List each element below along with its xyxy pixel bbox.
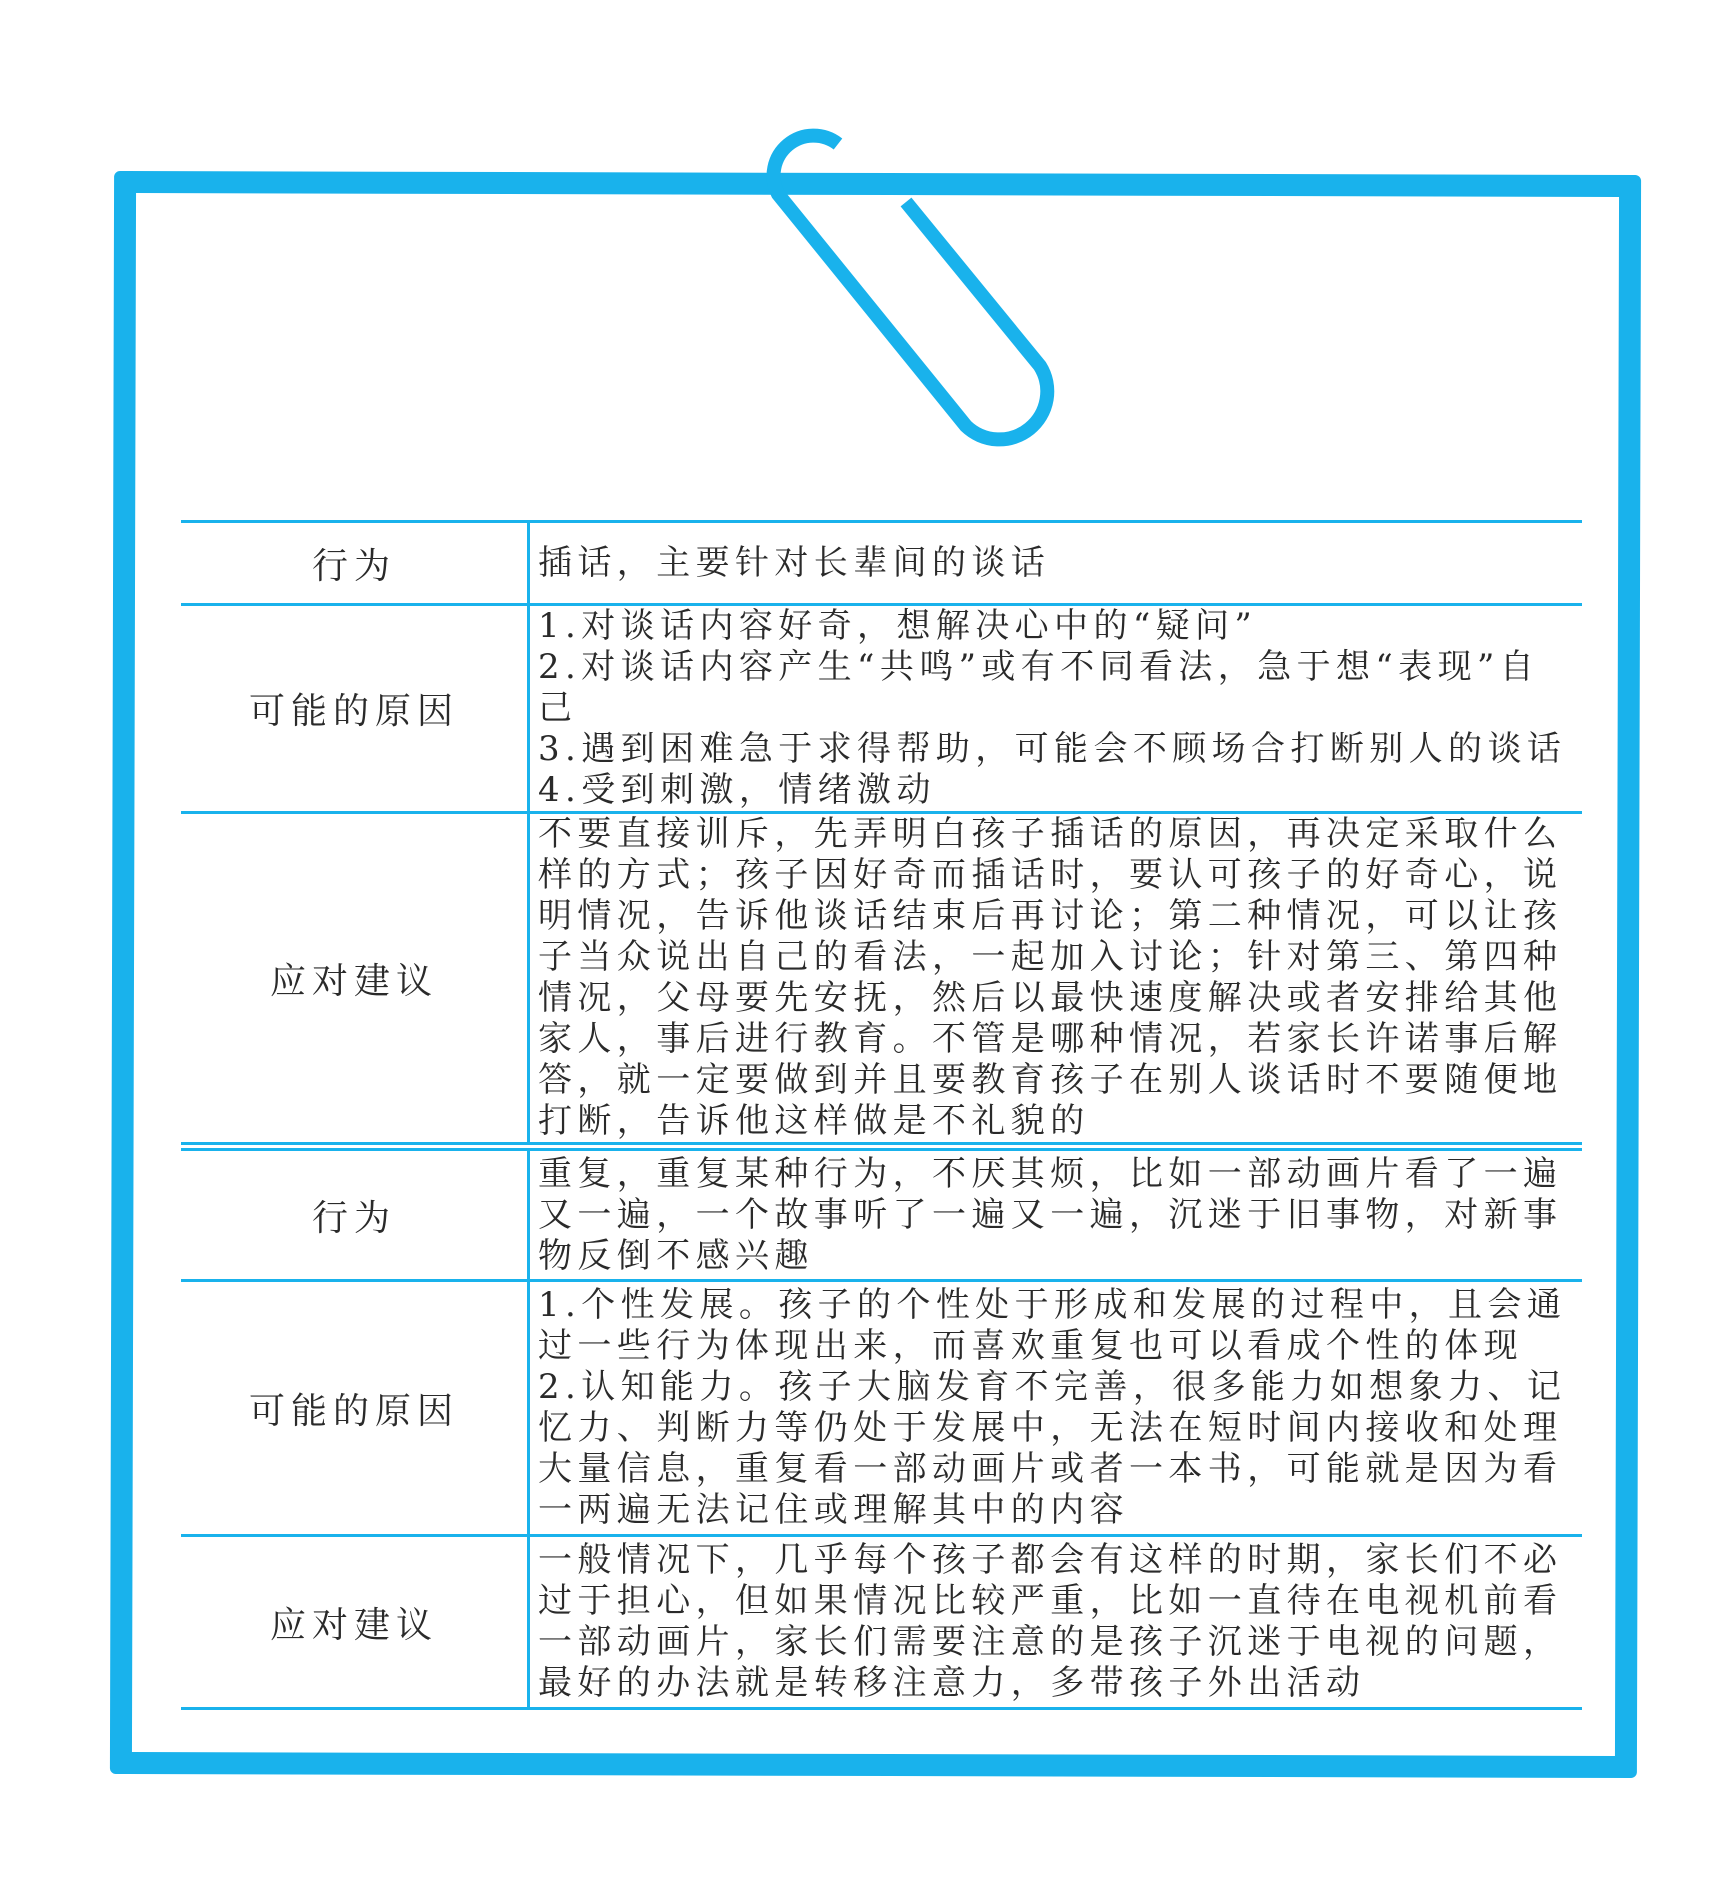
paperclip-icon [720,120,1080,520]
row-label-behavior: 行为 [181,522,529,605]
row-content-behavior: 重复，重复某种行为，不厌其烦，比如一部动画片看了一遍又一遍，一个故事听了一遍又一遍，沉迷于旧事物，对新事物反倒不感兴趣 [529,1150,1583,1281]
table-row [181,522,1582,605]
row-content-advice: 不要直接训斥，先弄明白孩子插话的原因，再决定采取什么样的方式；孩子因好奇而插话时，要认可孩子的好奇心，说明情况，告诉他谈话结束后再讨论；第二种情况，可以让孩子当众说出自己的看法，一起加入讨论；针对第三、第四种情况，父母要先安抚，然后以最快速度解决或者安排给其他家人，事后进行教育。不管是哪种情况，若家长许诺事后解答，就一定要做到并且要教育孩子在别人谈话时不要随便地打断，告诉他这样做是不礼貌的 [529,813,1583,1144]
table-row [181,1281,1582,1536]
row-label-advice: 应对建议 [181,813,529,1144]
row-label-causes: 可能的原因 [181,605,529,813]
table-interrupting [181,520,1582,1145]
row-content-behavior: 插话，主要针对长辈间的谈话 [529,522,1583,605]
row-label-advice: 应对建议 [181,1536,529,1709]
row-content-advice: 一般情况下，几乎每个孩子都会有这样的时期，家长们不必过于担心，但如果情况比较严重，比如一直待在电视机前看一部动画片，家长们需要注意的是孩子沉迷于电视的问题，最好的办法就是转移注意力，多带孩子外出活动 [529,1536,1583,1709]
table-row [181,605,1582,813]
table-row [181,813,1582,1144]
row-content-causes: 1.个性发展。孩子的个性处于形成和发展的过程中，且会通过一些行为体现出来，而喜欢重复也可以看成个性的体现 2.认知能力。孩子大脑发育不完善，很多能力如想象力、记忆力、判断力等仍处于发展中，无法在短时间内接收和处理大量信息，重复看一部动画片或者一本书，可能就是因为看一两遍无法记住或理解其中的内容 [529,1281,1583,1536]
table-row [181,1150,1582,1281]
row-label-behavior: 行为 [181,1150,529,1281]
row-content-causes: 1.对谈话内容好奇，想解决心中的“疑问” 2.对谈话内容产生“共鸣”或有不同看法，急于想“表现”自己 3.遇到困难急于求得帮助，可能会不顾场合打断别人的谈话 4.受到刺激，情绪激动 [529,605,1583,813]
table-row [181,1536,1582,1709]
table-repetition [181,1148,1582,1710]
row-label-causes: 可能的原因 [181,1281,529,1536]
